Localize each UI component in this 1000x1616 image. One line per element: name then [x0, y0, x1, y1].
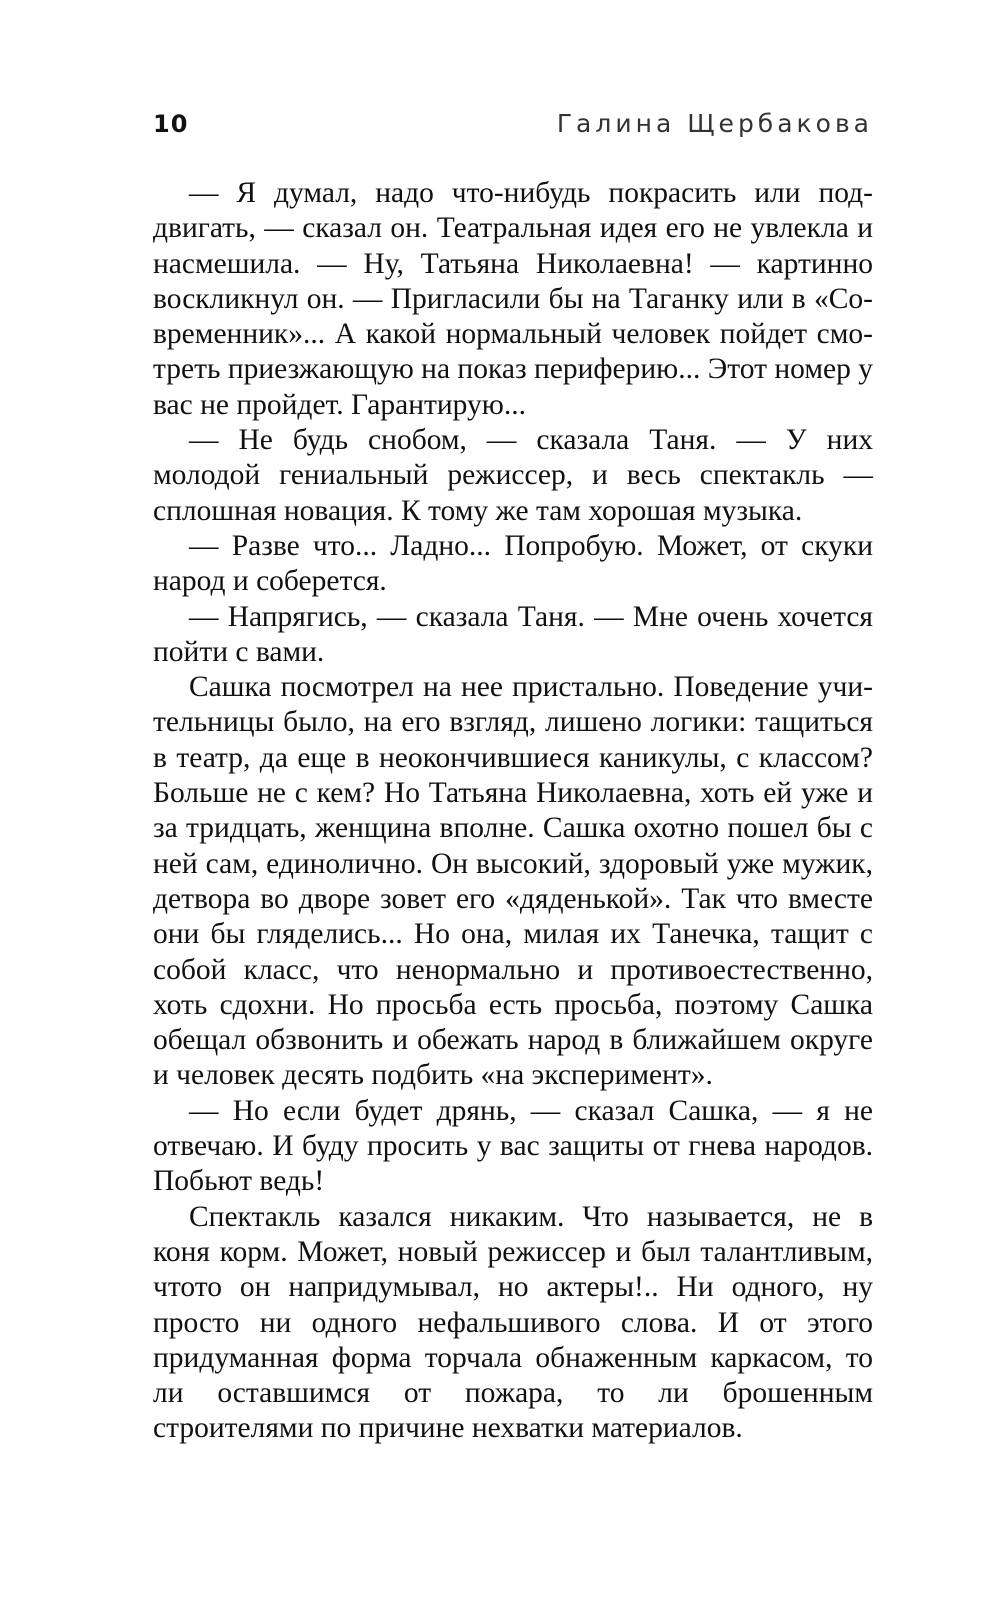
paragraph: Сашка посмотрел на нее пристально. Поведение учительницы было, на его взгляд, лишено логики: тащиться в театр, да еще в неокончившиеся каникулы, с классом? Больше не с кем? Но Татьяна Николаевна, хоть ей уже и за тридцать, женщина вполне. Сашка охотно пошел бы с ней сам, единолично. Он высокий, здоровый уже мужик, детвора во дворе зовет его «дяденькой». Так что вместе они бы гляделись... Но она, милая их Танечка, тащит с собой класс, что ненормально и противоестественно, хоть сдохни. Но просьба есть просьба, поэтому Сашка обещал обзвонить и обежать народ в ближайшем округе и человек десять подбить «на эксперимент».: [153, 671, 873, 1092]
paragraph: Спектакль казался никаким. Что называется, не в коня корм. Может, новый режиссер и был талантливым, чтото он напридумывал, но актеры!.. Ни одного, ну просто ни одного нефальшивого слова. И от этого придуманная форма торчала обнаженным каркасом, то ли оставшимся от пожара, то ли брошенным строителями по причине нехватки материалов.: [153, 1200, 873, 1445]
paragraph: — Но если будет дрянь, — сказал Сашка, — я не отвечаю. И буду просить у вас защиты от гнева народов. Побьют ведь!: [153, 1094, 873, 1198]
book-page-text: [153, 176, 873, 1447]
paragraph: — Напрягись, — сказала Таня. — Мне очень хочется пойти с вами.: [153, 600, 873, 668]
paragraph: — Я думал, надо что-нибудь покрасить или поддвигать, — сказал он. Театральная идея его не увлекла и насмешила. — Ну, Татьяна Николаевна! — картинно воскликнул он. — Пригласили бы на Таганку или в «Современник»... А какой нормальный человек пойдет смотреть приезжающую на показ периферию... Этот номер у вас не пройдет. Гарантирую...: [153, 177, 873, 421]
page-number: 10: [153, 110, 189, 138]
page-header: [153, 108, 873, 148]
paragraph: — Разве что... Ладно... Попробую. Может, от скуки народ и соберется.: [153, 529, 873, 598]
paragraph: — Не будь снобом, — сказала Таня. — У них молодой гениальный режиссер, и весь спектакль — сплошная новация. К тому же там хорошая музыка.: [153, 424, 873, 527]
running-head-author: Галина Щербакова: [556, 109, 873, 138]
